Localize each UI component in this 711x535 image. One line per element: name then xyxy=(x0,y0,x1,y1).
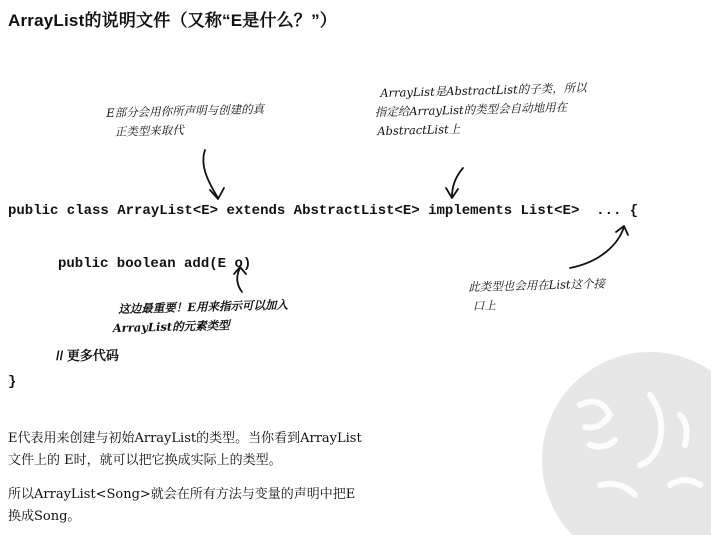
annotation-line: ArrayList的元素类型 xyxy=(112,318,230,336)
annotation-line: E部分会用你所声明与创建的真 xyxy=(106,101,265,120)
paragraph-line: 所以ArrayList<Song>就会在所有方法与变量的声明中把E xyxy=(8,487,356,502)
annotation-line: ArrayList是AbstractList的子类，所以 xyxy=(380,80,587,100)
paragraph-line: 换成Song。 xyxy=(8,509,81,524)
annotation-line: 这边最重要！E用来指示可以加入 xyxy=(118,297,289,316)
code-text: implements List xyxy=(419,203,555,219)
arrow-to-add-e xyxy=(237,268,242,292)
annotation-line: AbstractList上 xyxy=(377,121,461,139)
page-title: ArrayList的说明文件（又称“E是什么？”） xyxy=(8,11,337,30)
code-text: public class ArrayList xyxy=(8,203,193,219)
type-parameter: <E> xyxy=(394,203,420,219)
annotation-line: 此类型也会用在List这个接 xyxy=(468,276,606,294)
annotation-line: 正类型来取代 xyxy=(114,122,184,139)
type-parameter: E xyxy=(217,256,227,272)
paragraph-line: E代表用来创建与初始ArrayList的类型。当你看到ArrayList xyxy=(8,431,362,446)
arrowhead xyxy=(210,188,224,199)
type-parameter: <E> xyxy=(554,203,580,219)
arrow-to-abstract-e xyxy=(452,168,463,197)
type-parameter: <E> xyxy=(192,203,219,219)
closing-brace: } xyxy=(8,374,17,390)
arrowhead xyxy=(234,267,246,274)
code-text: extends AbstractList xyxy=(218,203,395,219)
arrow-to-list-e xyxy=(570,227,624,268)
code-text: ... { xyxy=(579,203,639,219)
code-comment: // 更多代码 xyxy=(56,348,119,363)
annotation-line: 口上 xyxy=(472,298,496,313)
watermark-seal xyxy=(530,335,711,535)
code-text: public boolean add( xyxy=(58,256,218,272)
code-text: o) xyxy=(226,256,252,272)
paragraph-line: 文件上的 E时，就可以把它换成实际上的类型。 xyxy=(8,453,282,468)
annotation-line: 指定给ArrayList的类型会自动地用在 xyxy=(374,100,568,120)
